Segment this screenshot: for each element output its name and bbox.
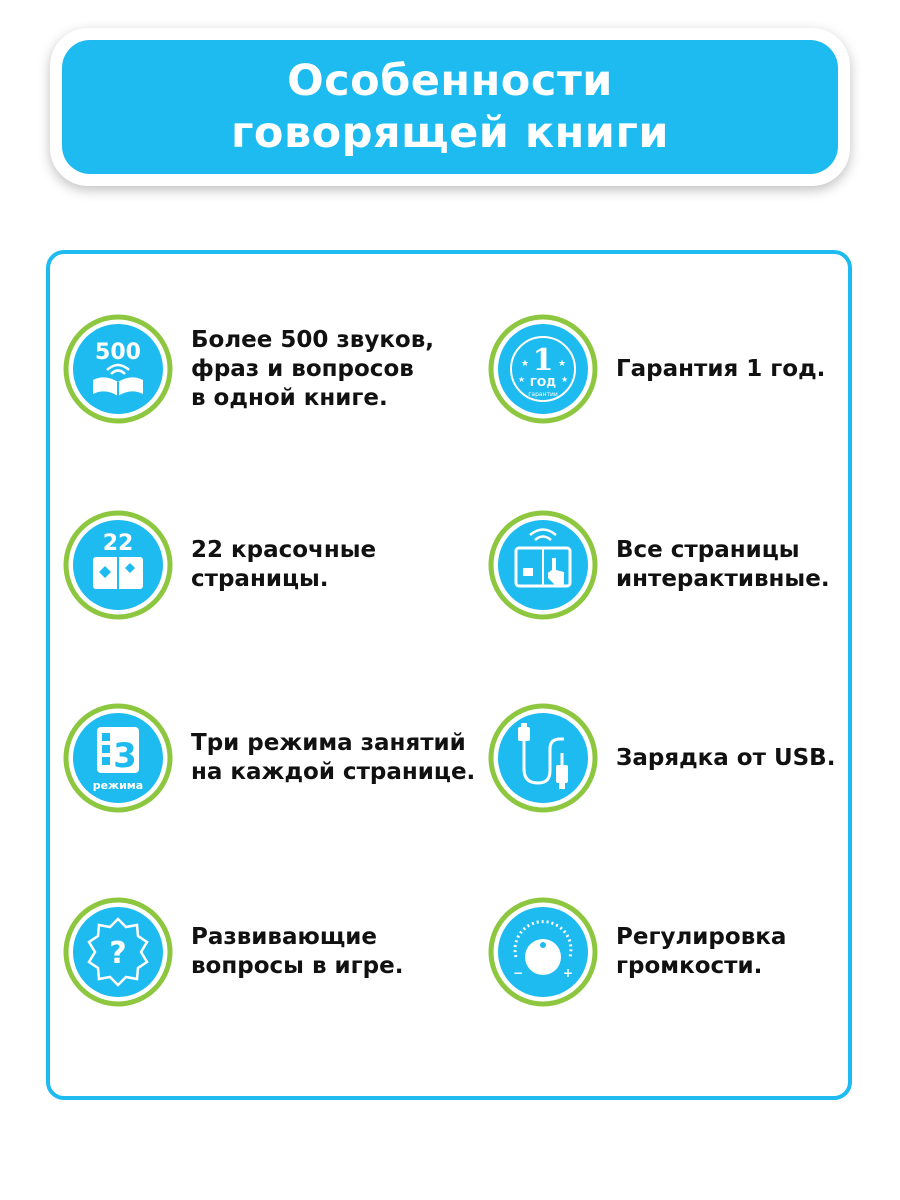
feature-text: Более 500 звуков, фраз и вопросов в одной книге.: [191, 326, 435, 411]
feature-text: Регулировка громкости.: [616, 924, 787, 979]
feature-text: Все страницы интерактивные.: [616, 537, 830, 592]
modes-3-icon: [63, 703, 173, 813]
icon-label-500: 500: [95, 340, 141, 365]
volume-minus-label: −: [512, 966, 524, 980]
icon-label-question: ?: [109, 936, 127, 971]
svg-text:★: ★: [561, 375, 569, 384]
feature-text: 22 красочные страницы.: [191, 537, 377, 592]
usb-cable-icon: [488, 703, 598, 813]
page-title-line-1: Особенности: [287, 56, 613, 106]
header-banner: [62, 40, 838, 174]
interactive-page-icon: [488, 510, 598, 620]
icon-label-modes: режима: [92, 779, 144, 792]
feature-text: Развивающие вопросы в игре.: [191, 924, 404, 979]
icon-label-3: 3: [113, 736, 137, 776]
feature-text: Зарядка от USB.: [616, 744, 836, 771]
question-icon: [63, 897, 173, 1007]
feature-pages: [63, 510, 376, 620]
feature-text: Три режима занятий на каждой странице.: [191, 730, 476, 785]
svg-text:★: ★: [521, 359, 530, 369]
svg-text:★: ★: [518, 375, 526, 384]
feature-text: Гарантия 1 год.: [616, 355, 826, 382]
feature-interactive: [488, 510, 830, 620]
feature-sounds: [63, 314, 434, 424]
feature-usb: [488, 703, 835, 813]
warranty-icon: [488, 314, 598, 424]
feature-volume: [488, 897, 786, 1007]
volume-plus-label: +: [562, 966, 574, 980]
icon-label-warranty: гарантии: [528, 391, 558, 398]
book-500-icon: [63, 314, 173, 424]
pages-22-icon: [63, 510, 173, 620]
icon-label-22: 22: [102, 531, 134, 556]
volume-knob-icon: [488, 897, 598, 1007]
feature-questions: [63, 897, 403, 1007]
feature-modes: [63, 703, 475, 813]
feature-warranty: [488, 314, 825, 424]
icon-label-1: 1: [532, 343, 554, 378]
page-title-line-2: говорящей книги: [230, 108, 670, 158]
svg-text:★: ★: [558, 359, 567, 369]
icon-label-year: ГОД: [529, 376, 557, 389]
